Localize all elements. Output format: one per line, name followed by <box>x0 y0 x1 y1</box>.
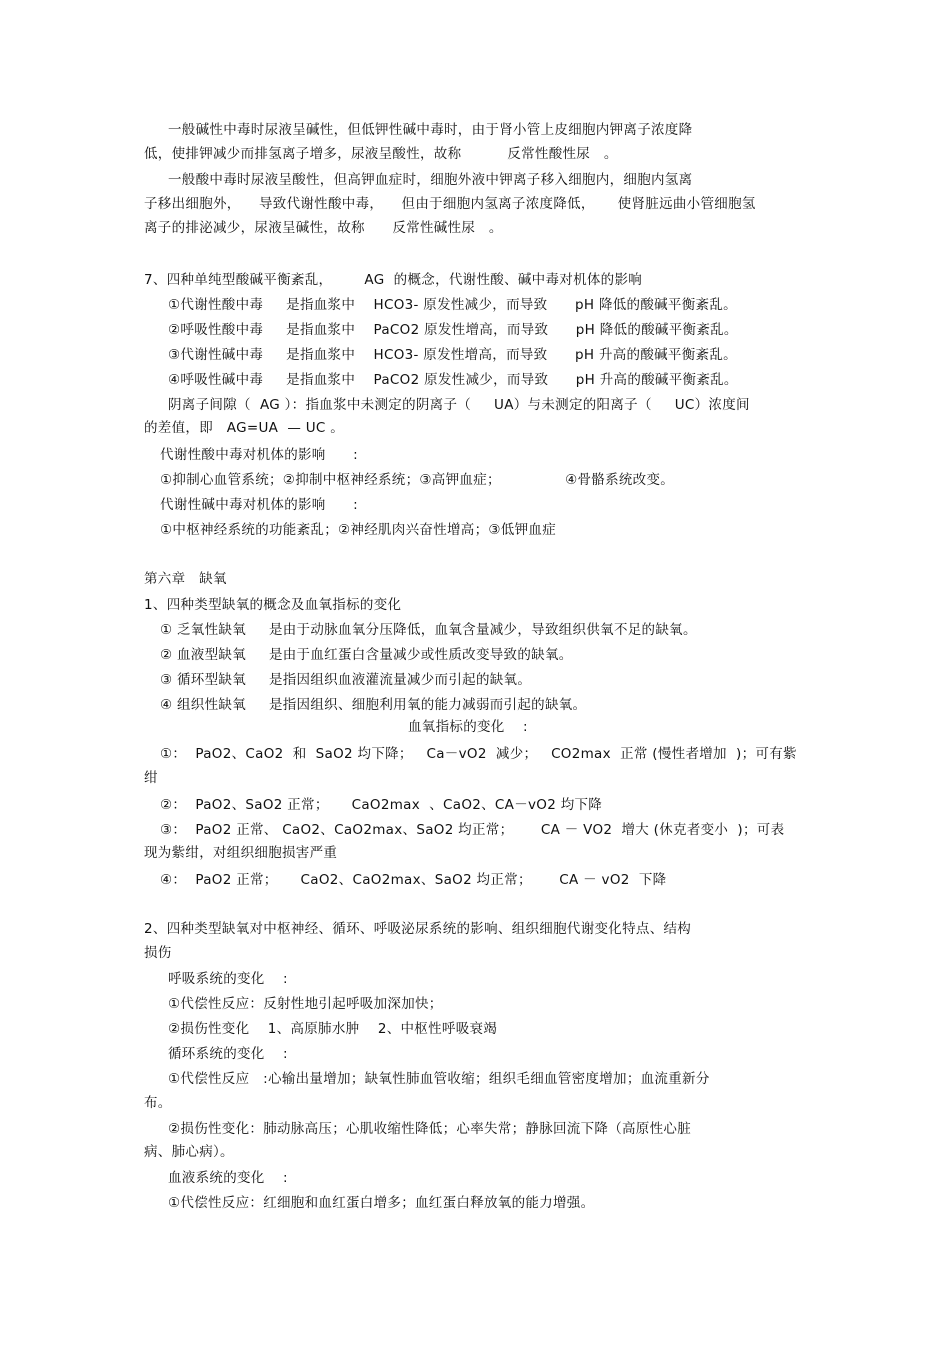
text-line: ③ 循环型缺氧 是指因组织血液灌流量减少而引起的缺氧。 <box>160 672 532 688</box>
text-line: 一般碱性中毒时尿液呈碱性，但低钾性碱中毒时，由于肾小管上皮细胞内钾离子浓度降 <box>168 122 693 138</box>
section-heading: 1、四种类型缺氧的概念及血氧指标的变化 <box>144 597 402 613</box>
text-line: 布。 <box>144 1095 172 1111</box>
text-line: ②： PaO2、SaO2 正常； CaO2max 、CaO2、CA－vO2 均下降 <box>160 797 603 813</box>
text-line: 损伤 <box>144 945 172 961</box>
section-heading: 7、四种单纯型酸碱平衡紊乱， AG 的概念，代谢性酸、碱中毒对机体的影响 <box>144 272 643 288</box>
text-line: ① 乏氧性缺氧 是由于动脉血氧分压降低，血氧含量减少，导致组织供氧不足的缺氧。 <box>160 622 697 638</box>
section-heading: 2、四种类型缺氧对中枢神经、循环、呼吸泌尿系统的影响、组织细胞代谢变化特点、结构 <box>144 921 692 937</box>
text-line: ①中枢神经系统的功能紊乱；②神经肌肉兴奋性增高；③低钾血症 <box>160 522 557 538</box>
text-line: 的差值，即 AG=UA — UC 。 <box>144 420 345 436</box>
text-line: 血氧指标的变化 : <box>408 719 528 735</box>
text-line: ④： PaO2 正常； CaO2、CaO2max、SaO2 均正常； CA － vO2 下降 <box>160 872 667 888</box>
text-line: ② 血液型缺氧 是由于血红蛋白含量减少或性质改变导致的缺氧。 <box>160 647 573 663</box>
text-line: 循环系统的变化 : <box>168 1046 288 1062</box>
text-line: ①代谢性酸中毒 是指血浆中 HCO3- 原发性减少，而导致 pH 降低的酸碱平衡紊乱。 <box>168 297 737 313</box>
text-line: 血液系统的变化 : <box>168 1170 288 1186</box>
text-line: 一般酸中毒时尿液呈酸性，但高钾血症时，细胞外液中钾离子移入细胞内，细胞内氢离 <box>168 172 693 188</box>
text-line: 代谢性碱中毒对机体的影响 : <box>160 497 358 513</box>
text-line: ②损伤性变化 1、高原肺水肿 2、中枢性呼吸衰竭 <box>168 1021 498 1037</box>
text-line: ①代偿性反应 :心输出量增加；缺氧性肺血管收缩；组织毛细血管密度增加；血流重新分 <box>168 1071 710 1087</box>
text-line: ③： PaO2 正常、 CaO2、CaO2max、SaO2 均正常； CA － VO2 增大 (休克者变小 )；可表 <box>160 822 785 838</box>
text-line: ①代偿性反应：反射性地引起呼吸加深加快； <box>168 996 443 1012</box>
text-line: ①代偿性反应：红细胞和血红蛋白增多；血红蛋白释放氧的能力增强。 <box>168 1195 595 1211</box>
text-line: 呼吸系统的变化 : <box>168 971 288 987</box>
text-line: ②呼吸性酸中毒 是指血浆中 PaCO2 原发性增高，而导致 pH 降低的酸碱平衡紊乱。 <box>168 322 738 338</box>
text-line: ③代谢性碱中毒 是指血浆中 HCO3- 原发性增高，而导致 pH 升高的酸碱平衡紊乱。 <box>168 347 737 363</box>
text-line: ④呼吸性碱中毒 是指血浆中 PaCO2 原发性减少，而导致 pH 升高的酸碱平衡紊乱。 <box>168 372 738 388</box>
text-line: ①： PaO2、CaO2 和 SaO2 均下降； Ca－vO2 减少； CO2max 正常 (慢性者增加 )；可有紫 <box>160 746 797 762</box>
text-line: 低，使排钾减少而排氢离子增多，尿液呈酸性，故称 反常性酸性尿 。 <box>144 146 618 162</box>
text-line: 阴离子间隙（ AG ）：指血浆中未测定的阴离子（ UA）与未测定的阳离子（ UC）浓度间 <box>168 397 750 413</box>
text-line: 子移出细胞外， 导致代谢性酸中毒， 但由于细胞内氢离子浓度降低， 使肾脏远曲小管细胞氢 <box>144 196 756 212</box>
text-line: 现为紫绀，对组织细胞损害严重 <box>144 845 338 861</box>
text-line: 代谢性酸中毒对机体的影响 : <box>160 447 358 463</box>
text-line: ②损伤性变化：肺动脉高压；心肌收缩性降低；心率失常；静脉回流下降（高原性心脏 <box>168 1121 692 1137</box>
text-line: 绀 <box>144 770 158 786</box>
text-line: ④ 组织性缺氧 是指因组织、细胞利用氧的能力减弱而引起的缺氧。 <box>160 697 587 713</box>
text-line: ①抑制心血管系统；②抑制中枢神经系统；③高钾血症； ④骨骼系统改变。 <box>160 472 675 488</box>
text-line: 病、肺心病）。 <box>144 1144 234 1160</box>
chapter-heading: 第六章 缺氧 <box>144 571 227 587</box>
text-line: 离子的排泌减少，尿液呈碱性，故称 反常性碱性尿 。 <box>144 220 503 236</box>
